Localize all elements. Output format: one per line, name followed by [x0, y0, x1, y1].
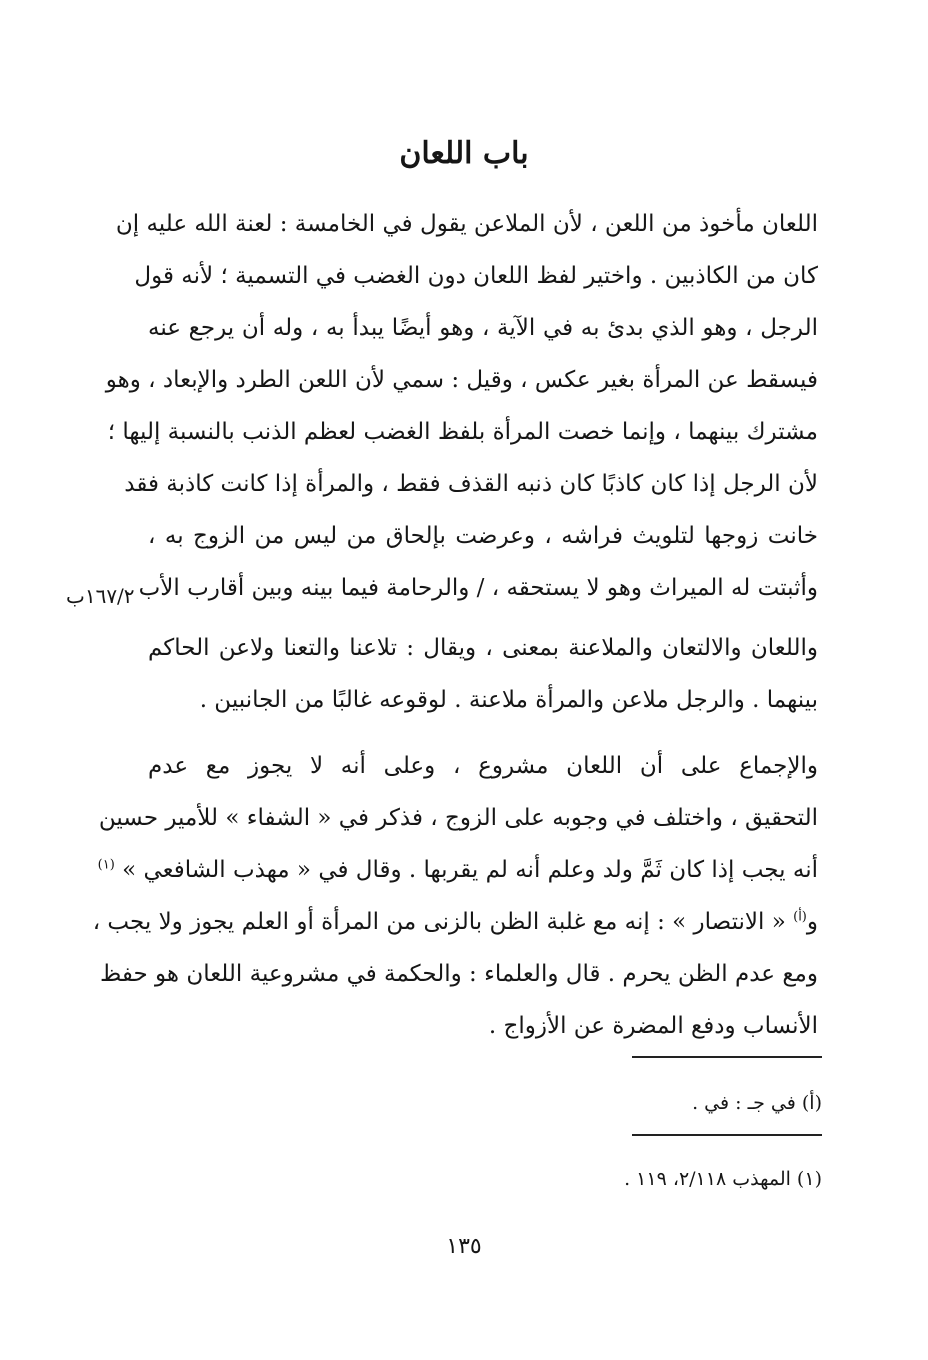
chapter-title: باب اللعان — [399, 136, 529, 171]
footnote-number: (١) المهذب ٢/١١٨، ١١٩ . — [624, 1168, 822, 1190]
margin-folio-note: ١٦٧/٢ب — [66, 584, 135, 608]
footnote-letter: (أ) في جـ : في . — [692, 1092, 822, 1114]
text-line: بينهما . والرجل ملاعن والمرأة ملاعنة . لوقوعه غالبًا من الجانبين . — [199, 687, 818, 713]
footnote-ref-a: (أ) — [793, 909, 807, 925]
text-line: فيسقط عن المرأة بغير عكس ، وقيل : سمي لأن اللعن الطرد والإبعاد ، وهو — [105, 367, 818, 393]
paragraph-3 — [92, 740, 818, 1052]
text-line: الرجل ، وهو الذي بدئ به في الآية ، وهو أيضًا يبدأ به ، وله أن يرجع عنه — [148, 315, 818, 341]
text-line — [97, 844, 818, 896]
footnote-divider — [632, 1134, 822, 1136]
text-line: الأنساب ودفع المضرة عن الأزواج . — [488, 1013, 818, 1039]
text-line: مشترك بينهما ، وإنما خصت المرأة بلفظ الغضب لعظم الذنب بالنسبة إليها ؛ — [107, 419, 818, 445]
text-line: ومع عدم الظن يحرم . قال والعلماء : والحكمة في مشروعية اللعان هو حفظ — [100, 961, 818, 987]
text-line: واللعان والالتعان والملاعنة بمعنى ، ويقال : تلاعنا والتعنا ولاعن الحاكم — [148, 635, 818, 661]
footnote-ref-1: (١) — [97, 857, 115, 873]
text-line: اللعان مأخوذ من اللعن ، لأن الملاعن يقول في الخامسة : لعنة الله عليه إن — [115, 211, 818, 237]
text-line: لأن الرجل إذا كان كاذبًا كان ذنبه القذف فقط ، والمرأة إذا كانت كاذبة فقد — [124, 471, 818, 497]
text-segment: أنه يجب إذا كان ثَمَّ ولد وعلم أنه لم يقربها . وقال في « مهذب الشافعي » — [122, 857, 818, 883]
text-line: التحقيق ، واختلف في وجوبه على الزوج ، فذكر في « الشفاء » للأمير حسين — [98, 805, 818, 831]
text-segment: « الانتصار » : إنه مع غلبة الظن بالزنى من المرأة أو العلم يجوز ولا يجب ، — [92, 909, 786, 935]
text-line: والإجماع على أن اللعان مشروع ، وعلى أنه لا يجوز مع عدم — [148, 753, 818, 779]
paragraph-2 — [148, 622, 818, 726]
paragraph-1 — [105, 198, 818, 614]
text-line: وأثبتت له الميراث وهو لا يستحقه ، / والرحامة فيما بينه وبين أقارب الأب . — [123, 575, 818, 601]
footnote-divider — [632, 1056, 822, 1058]
text-line: كان من الكاذبين . واختير لفظ اللعان دون الغضب في التسمية ؛ لأنه قول — [134, 263, 818, 289]
text-line — [92, 896, 818, 948]
text-line: خانت زوجها لتلويث فراشه ، وعرضت بإلحاق من ليس من الزوج به ، — [148, 523, 818, 549]
page-number: ١٣٥ — [446, 1234, 482, 1259]
text-segment: و — [806, 909, 818, 935]
